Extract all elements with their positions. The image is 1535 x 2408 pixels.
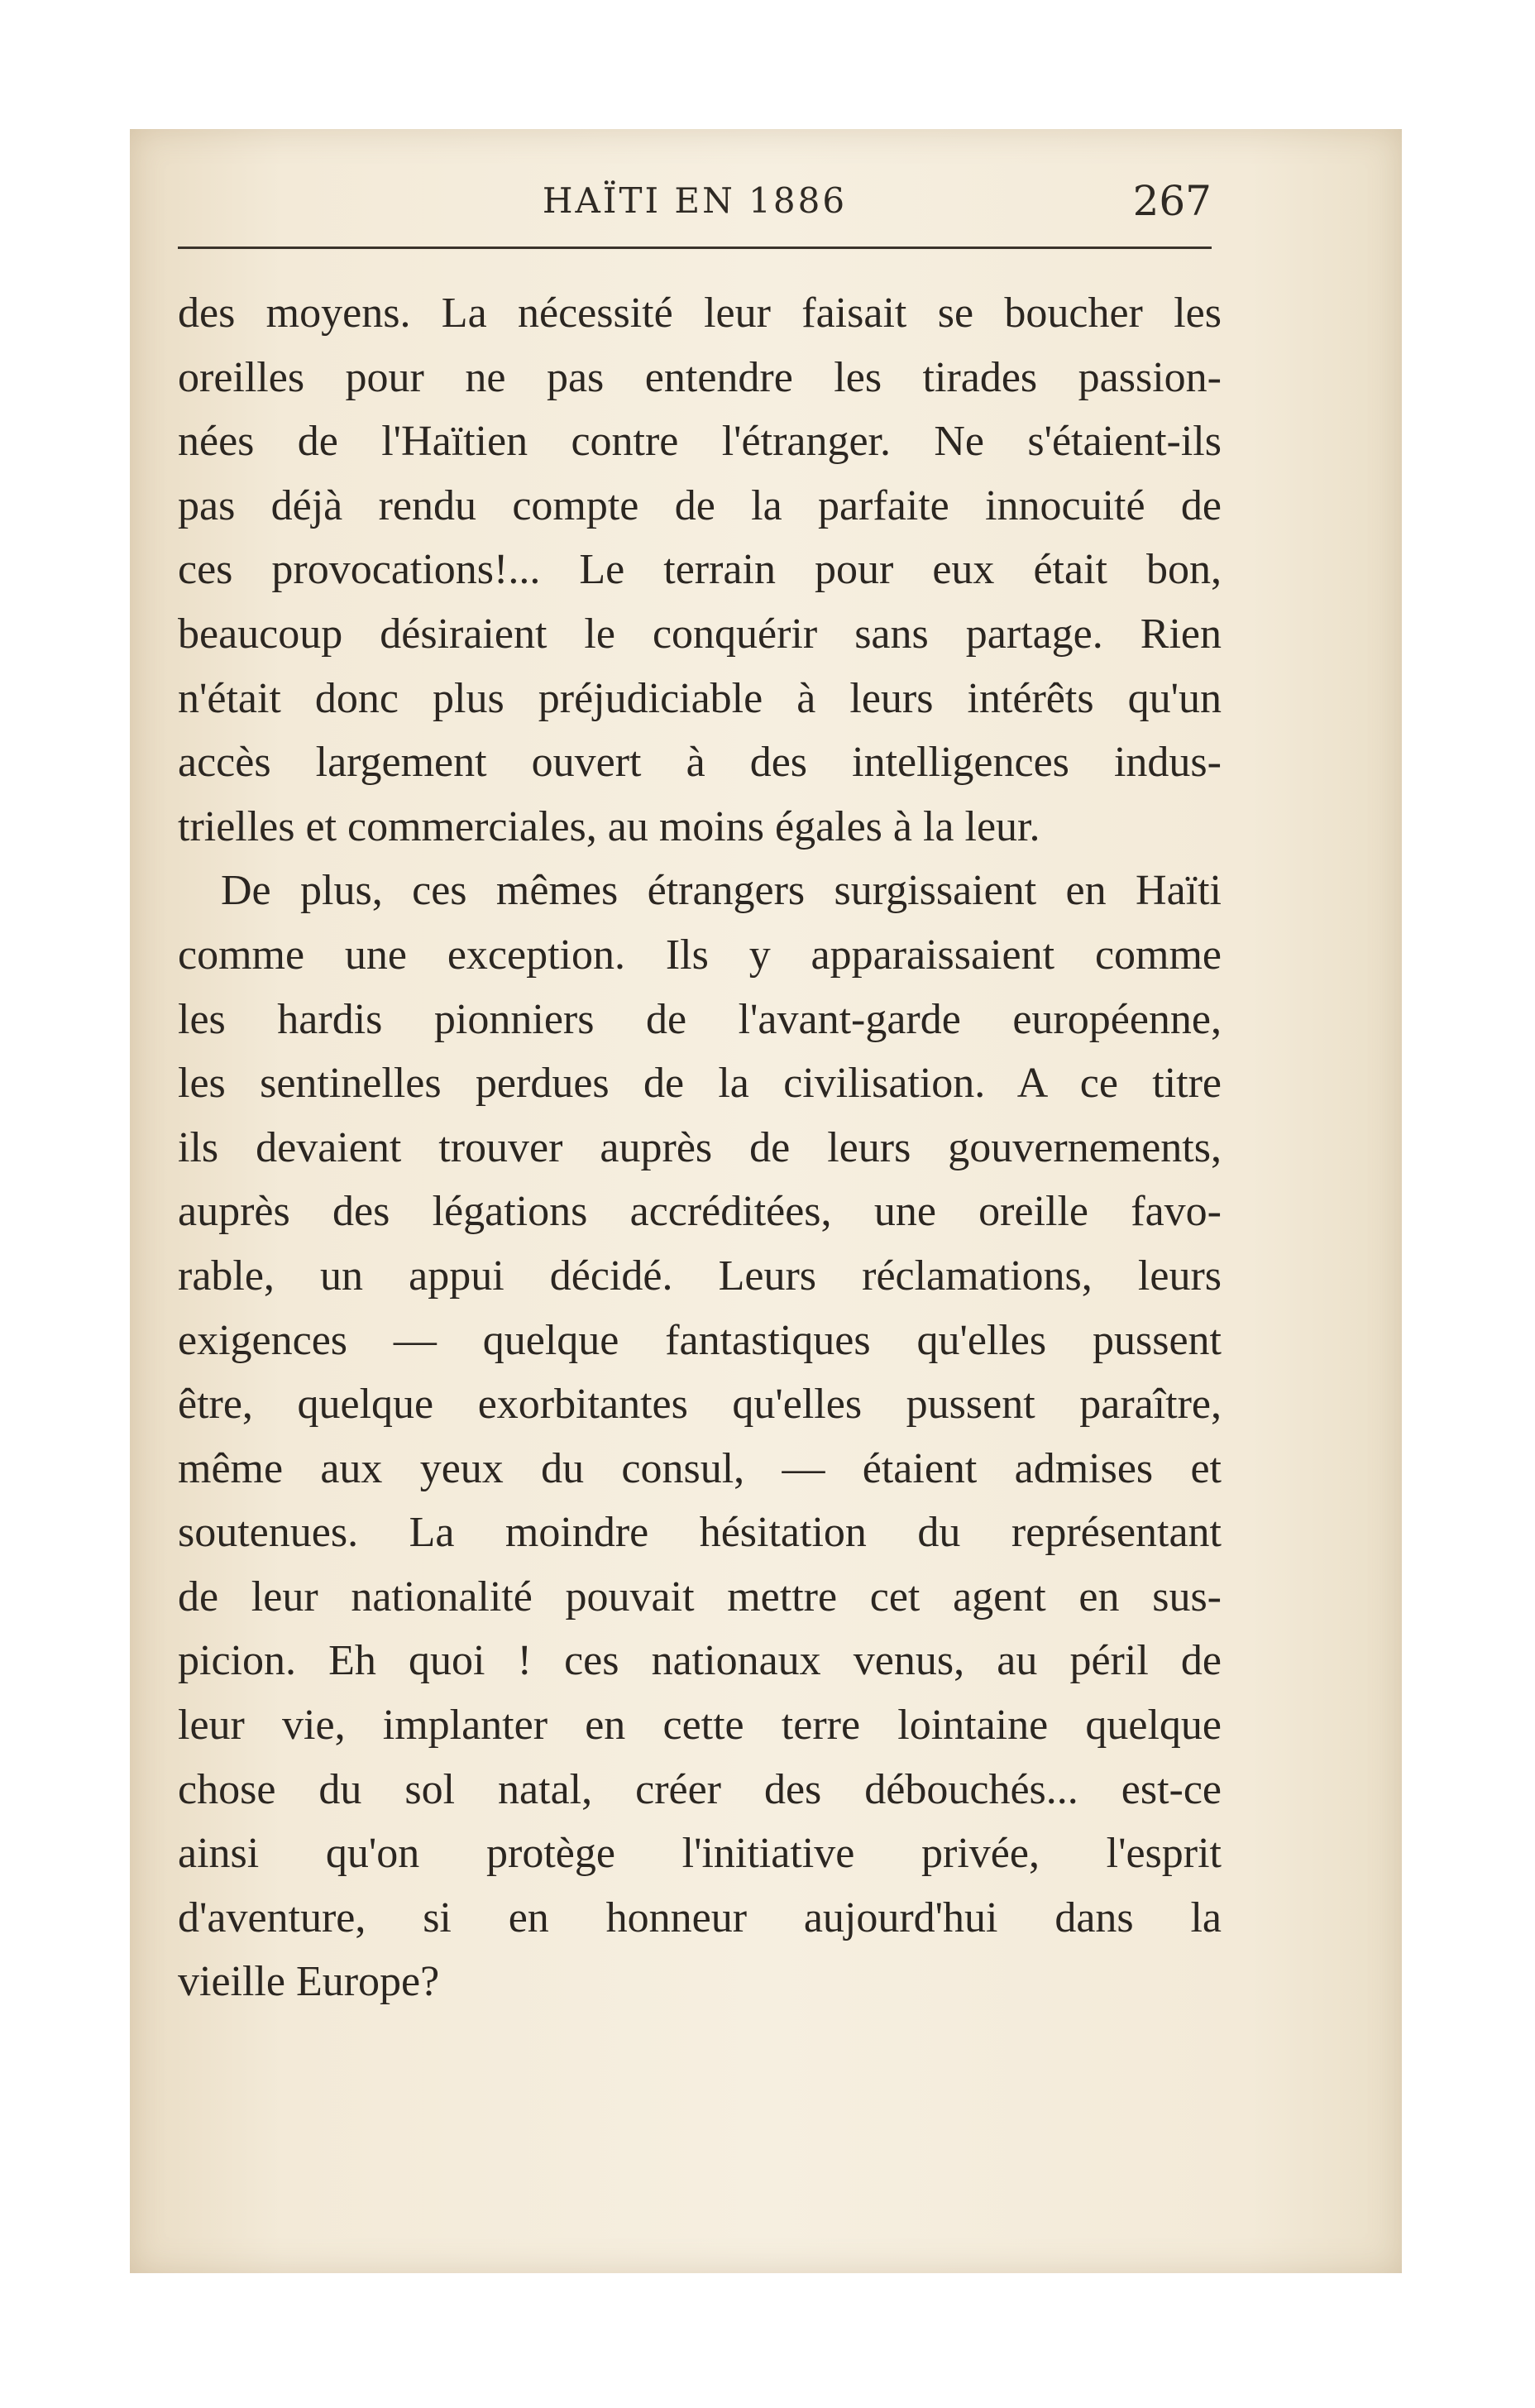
body-text bbox=[178, 281, 1222, 2014]
text-line: n'était donc plus préjudiciable à leurs intérêts qu'un bbox=[178, 674, 1222, 722]
text-line: pas déjà rendu compte de la parfaite innocuité de bbox=[178, 481, 1222, 529]
text-line: les hardis pionniers de l'avant-garde européenne, bbox=[178, 995, 1222, 1043]
text-line: rable, un appui décidé. Leurs réclamations, leurs bbox=[178, 1252, 1222, 1300]
text-line: ces provocations!... Le terrain pour eux était bon, bbox=[178, 546, 1222, 594]
text-line: nées de l'Haïtien contre l'étranger. Ne s'étaient-ils bbox=[178, 418, 1222, 466]
text-line: ainsi qu'on protège l'initiative privée, l'esprit bbox=[178, 1830, 1222, 1878]
text-line: accès largement ouvert à des intelligences indus- bbox=[178, 739, 1222, 787]
text-line: beaucoup désiraient le conquérir sans partage. Rien bbox=[178, 610, 1222, 658]
text-line: comme une exception. Ils y apparaissaient comme bbox=[178, 931, 1222, 979]
text-line: exigences — quelque fantastiques qu'elles pussent bbox=[178, 1316, 1222, 1364]
text-line: De plus, ces mêmes étrangers surgissaient en Haïti bbox=[221, 867, 1222, 915]
text-line: les sentinelles perdues de la civilisation. A ce titre bbox=[178, 1060, 1222, 1108]
text-line: des moyens. La nécessité leur faisait se boucher les bbox=[178, 290, 1222, 337]
page-number: 267 bbox=[1132, 177, 1212, 225]
header-rule bbox=[178, 247, 1212, 249]
text-line: ils devaient trouver auprès de leurs gouvernements, bbox=[178, 1123, 1222, 1171]
text-line: de leur nationalité pouvait mettre cet agent en sus- bbox=[178, 1573, 1222, 1620]
text-line: leur vie, implanter en cette terre lointaine quelque bbox=[178, 1702, 1222, 1750]
text-line: chose du sol natal, créer des débouchés... est-ce bbox=[178, 1765, 1222, 1813]
running-head bbox=[178, 174, 1212, 227]
text-line: picion. Eh quoi ! ces nationaux venus, au péril de bbox=[178, 1637, 1222, 1685]
text-line: d'aventure, si en honneur aujourd'hui dans la bbox=[178, 1893, 1222, 1941]
text-line: vieille Europe? bbox=[178, 1958, 440, 2006]
text-line: oreilles pour ne pas entendre les tirades passion- bbox=[178, 353, 1222, 401]
running-title: HAÏTI EN 1886 bbox=[542, 180, 848, 221]
text-line: auprès des légations accréditées, une oreille favo- bbox=[178, 1188, 1222, 1236]
text-line: même aux yeux du consul, — étaient admises et bbox=[178, 1444, 1222, 1492]
text-line: être, quelque exorbitantes qu'elles pussent paraître, bbox=[178, 1381, 1222, 1429]
text-line: soutenues. La moindre hésitation du représentant bbox=[178, 1509, 1222, 1557]
text-line: trielles et commerciales, au moins égales à la leur. bbox=[178, 802, 1040, 850]
